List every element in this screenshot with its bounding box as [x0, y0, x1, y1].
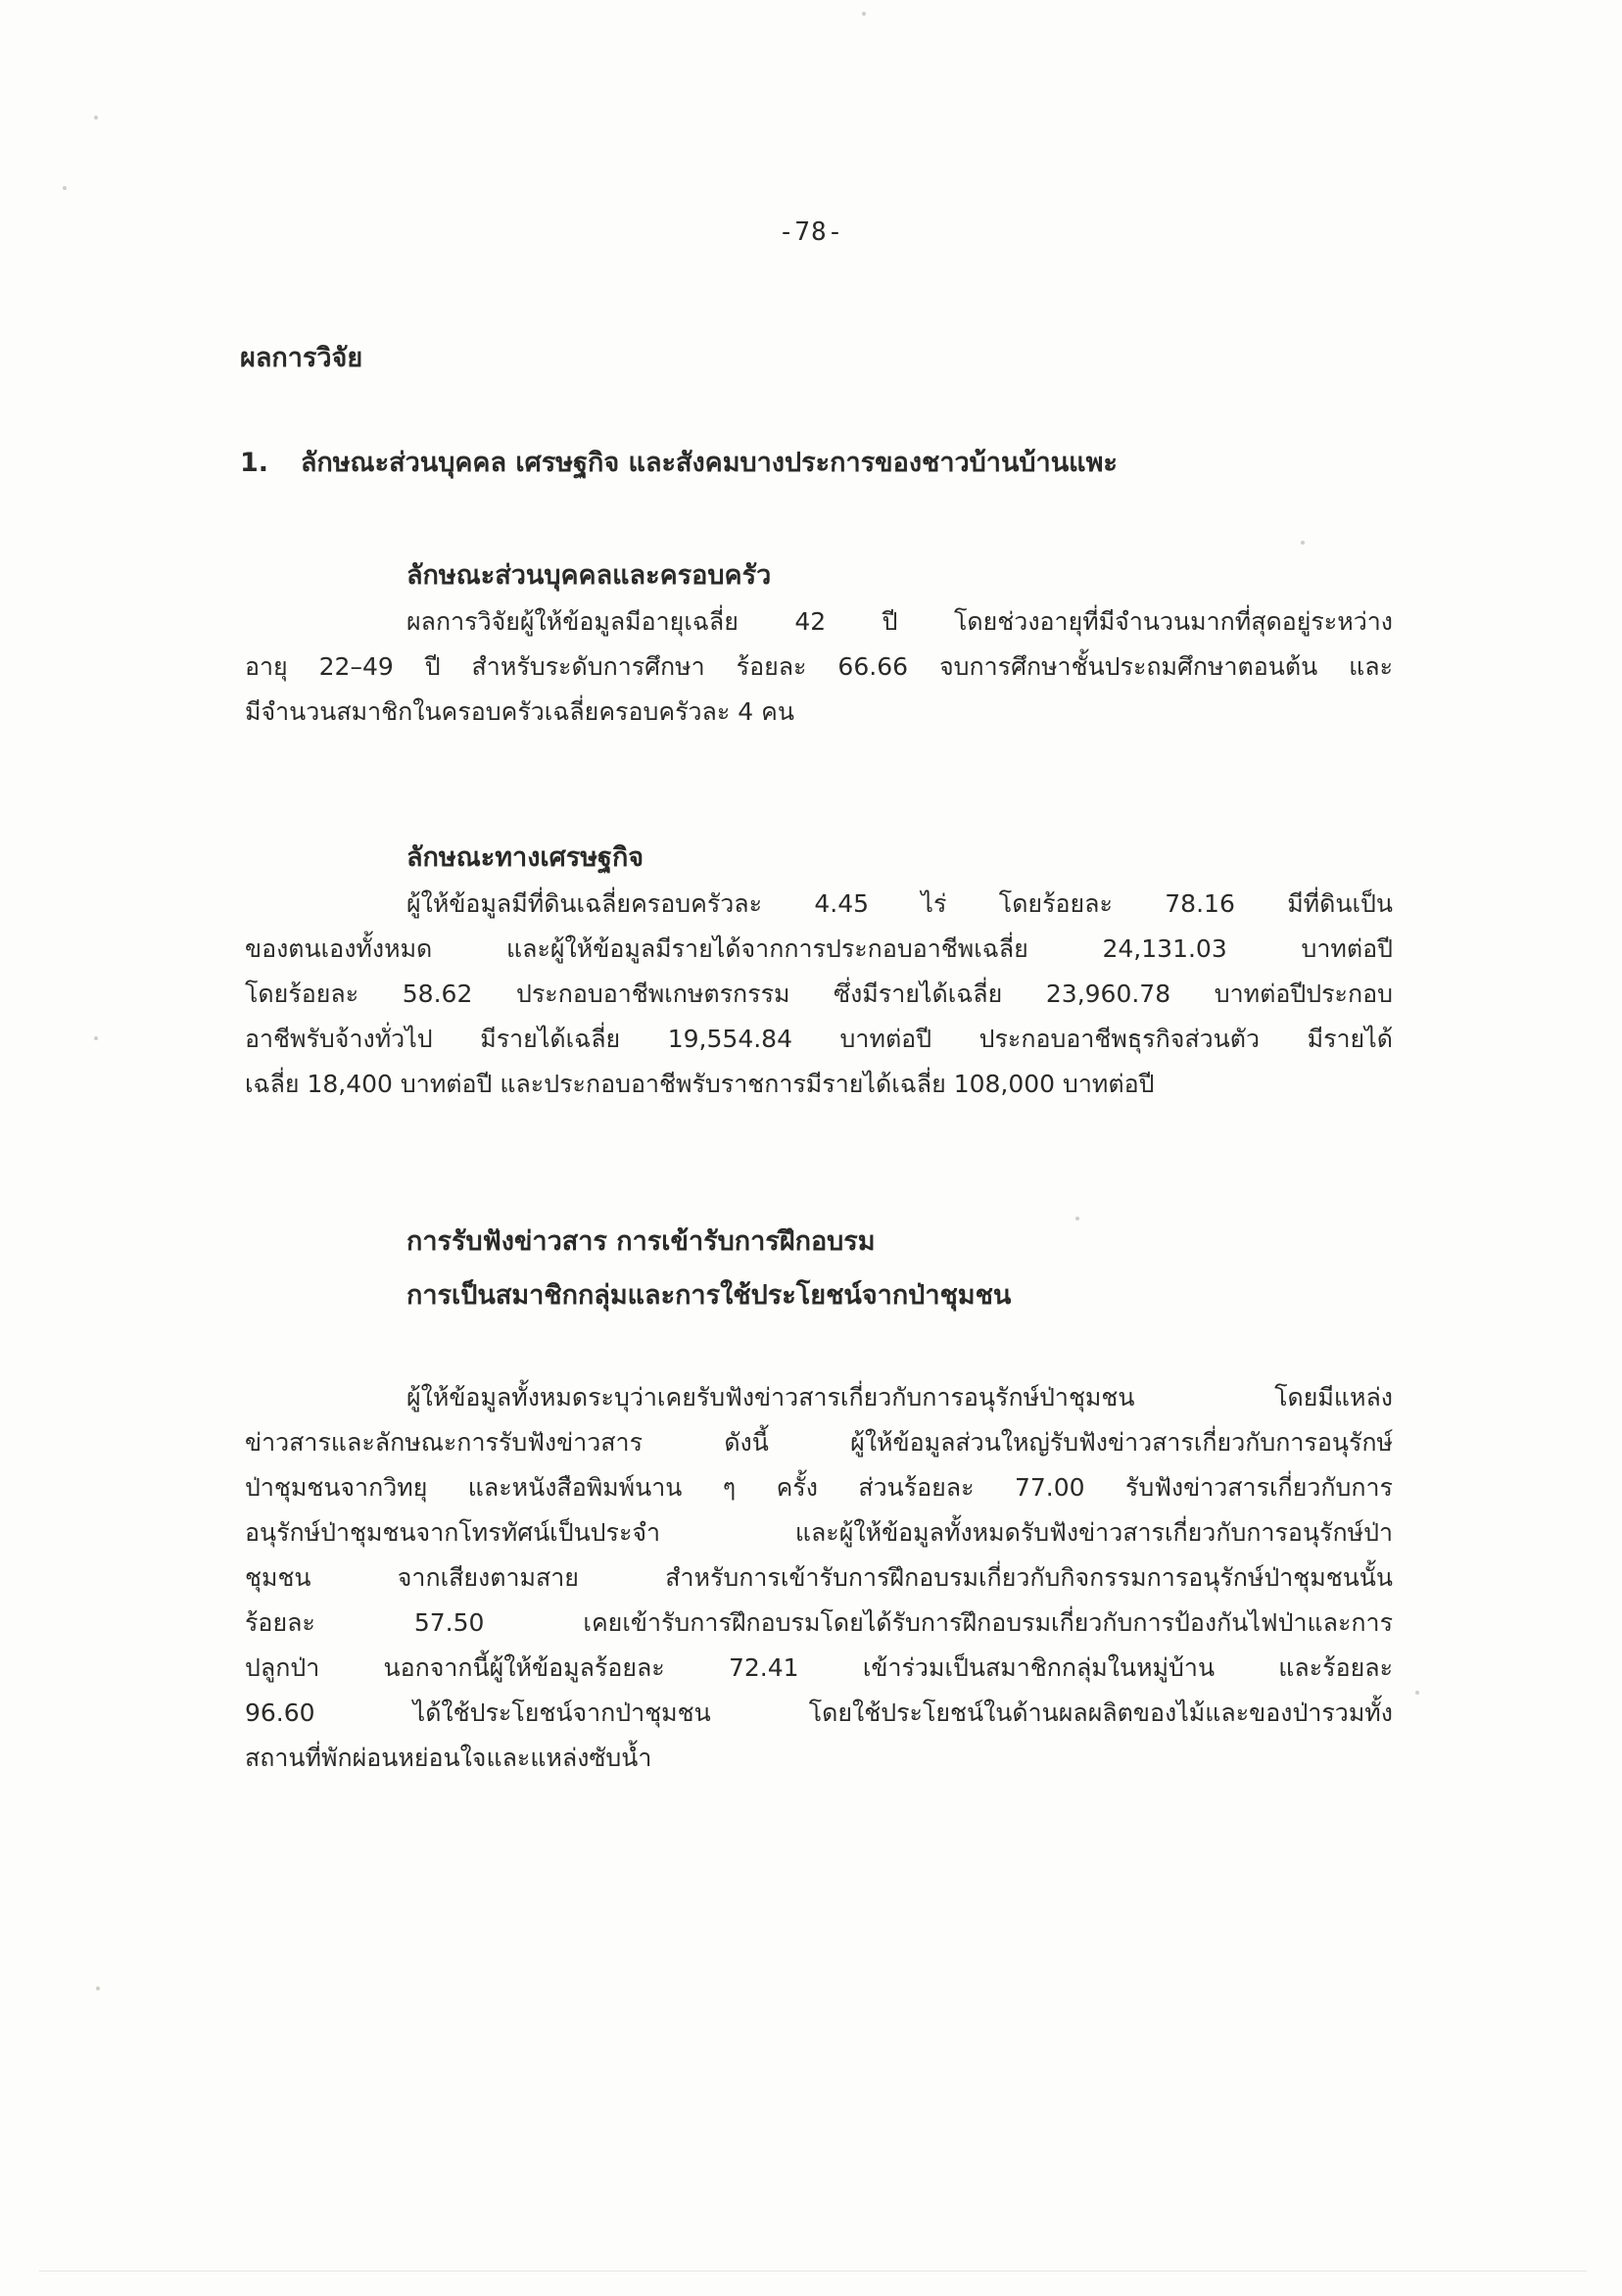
- paragraph-line: ของตนเองทั้งหมด และผู้ให้ข้อมูลมีรายได้จากการประกอบอาชีพเฉลี่ย 24,131.03 บาทต่อปี: [245, 934, 1393, 963]
- scan-speck: [94, 1036, 98, 1040]
- scan-speck: [862, 12, 866, 16]
- subsection-heading: การรับฟังข่าวสาร การเข้ารับการฝึกอบรม: [406, 1226, 876, 1257]
- paragraph: [245, 599, 1393, 735]
- paragraph-line: อายุ 22–49 ปี สำหรับระดับการศึกษา ร้อยละ 66.66 จบการศึกษาชั้นประถมศึกษาตอนต้น และ: [245, 652, 1393, 681]
- scan-speck: [96, 1986, 100, 1990]
- paragraph-line: อนุรักษ์ป่าชุมชนจากโทรทัศน์เป็นประจำ และผู้ให้ข้อมูลทั้งหมดรับฟังข่าวสารเกี่ยวกับการอนุรักษ์ป่า: [245, 1518, 1393, 1547]
- section-heading: [240, 441, 1118, 483]
- paragraph-line: อาชีพรับจ้างทั่วไป มีรายได้เฉลี่ย 19,554.84 บาทต่อปี ประกอบอาชีพธุรกิจส่วนตัว มีรายได้: [245, 1025, 1393, 1053]
- paragraph-line: สถานที่พักผ่อนหย่อนใจและแหล่งซับน้ำ: [245, 1744, 652, 1772]
- paragraph-line: เฉลี่ย 18,400 บาทต่อปี และประกอบอาชีพรับราชการมีรายได้เฉลี่ย 108,000 บาทต่อปี: [245, 1070, 1155, 1098]
- paragraph-line: ผลการวิจัยผู้ให้ข้อมูลมีอายุเฉลี่ย 42 ปี โดยช่วงอายุที่มีจำนวนมากที่สุดอยู่ระหว่าง: [406, 607, 1393, 636]
- paragraph-line: ผู้ให้ข้อมูลทั้งหมดระบุว่าเคยรับฟังข่าวสารเกี่ยวกับการอนุรักษ์ป่าชุมชน โดยมีแหล่ง: [406, 1383, 1393, 1411]
- page-title: ผลการวิจัย: [240, 343, 363, 373]
- paragraph-line: ร้อยละ 57.50 เคยเข้ารับการฝึกอบรมโดยได้รับการฝึกอบรมเกี่ยวกับการป้องกันไฟป่าและการ: [245, 1608, 1393, 1637]
- scan-speck: [1301, 541, 1305, 545]
- scan-speck: [1415, 1691, 1419, 1695]
- section-number: 1.: [240, 448, 269, 478]
- subsection-heading: ลักษณะส่วนบุคคลและครอบครัว: [406, 560, 772, 591]
- paragraph-line: โดยร้อยละ 58.62 ประกอบอาชีพเกษตรกรรม ซึ่งมีรายได้เฉลี่ย 23,960.78 บาทต่อปีประกอบ: [245, 980, 1393, 1008]
- paragraph-line: ผู้ให้ข้อมูลมีที่ดินเฉลี่ยครอบครัวละ 4.45 ไร่ โดยร้อยละ 78.16 มีที่ดินเป็น: [406, 889, 1393, 918]
- paragraph: [245, 1375, 1393, 1781]
- paragraph-line: 96.60 ได้ใช้ประโยชน์จากป่าชุมชน โดยใช้ประโยชน์ในด้านผลผลิตของไม้และของป่ารวมทั้ง: [245, 1698, 1393, 1727]
- paragraph-line: ป่าชุมชนจากวิทยุ และหนังสือพิมพ์นาน ๆ ครั้ง ส่วนร้อยละ 77.00 รับฟังข่าวสารเกี่ยวกับการ: [245, 1473, 1393, 1502]
- page-edge-divider: [39, 2271, 1587, 2272]
- subsection-heading: การเป็นสมาชิกกลุ่มและการใช้ประโยชน์จากป่าชุมชน: [406, 1280, 1012, 1311]
- page-number: -78-: [778, 217, 844, 247]
- scan-speck: [94, 116, 98, 120]
- paragraph-line: ชุมชน จากเสียงตามสาย สำหรับการเข้ารับการฝึกอบรมเกี่ยวกับกิจกรรมการอนุรักษ์ป่าชุมชนนั้น: [245, 1563, 1393, 1592]
- subsection-heading: ลักษณะทางเศรษฐกิจ: [406, 842, 644, 873]
- paragraph-line: มีจำนวนสมาชิกในครอบครัวเฉลี่ยครอบครัวละ 4 คน: [245, 697, 794, 726]
- paragraph: [245, 882, 1393, 1107]
- scan-speck: [63, 186, 67, 190]
- section-title: ลักษณะส่วนบุคคล เศรษฐกิจ และสังคมบางประการของชาวบ้านบ้านแพะ: [300, 448, 1118, 478]
- scan-speck: [1075, 1217, 1079, 1220]
- paragraph-line: ปลูกป่า นอกจากนี้ผู้ให้ข้อมูลร้อยละ 72.41 เข้าร่วมเป็นสมาชิกกลุ่มในหมู่บ้าน และร้อยละ: [245, 1653, 1393, 1682]
- paragraph-line: ข่าวสารและลักษณะการรับฟังข่าวสาร ดังนี้ ผู้ให้ข้อมูลส่วนใหญ่รับฟังข่าวสารเกี่ยวกับการอนุรักษ์: [245, 1428, 1393, 1457]
